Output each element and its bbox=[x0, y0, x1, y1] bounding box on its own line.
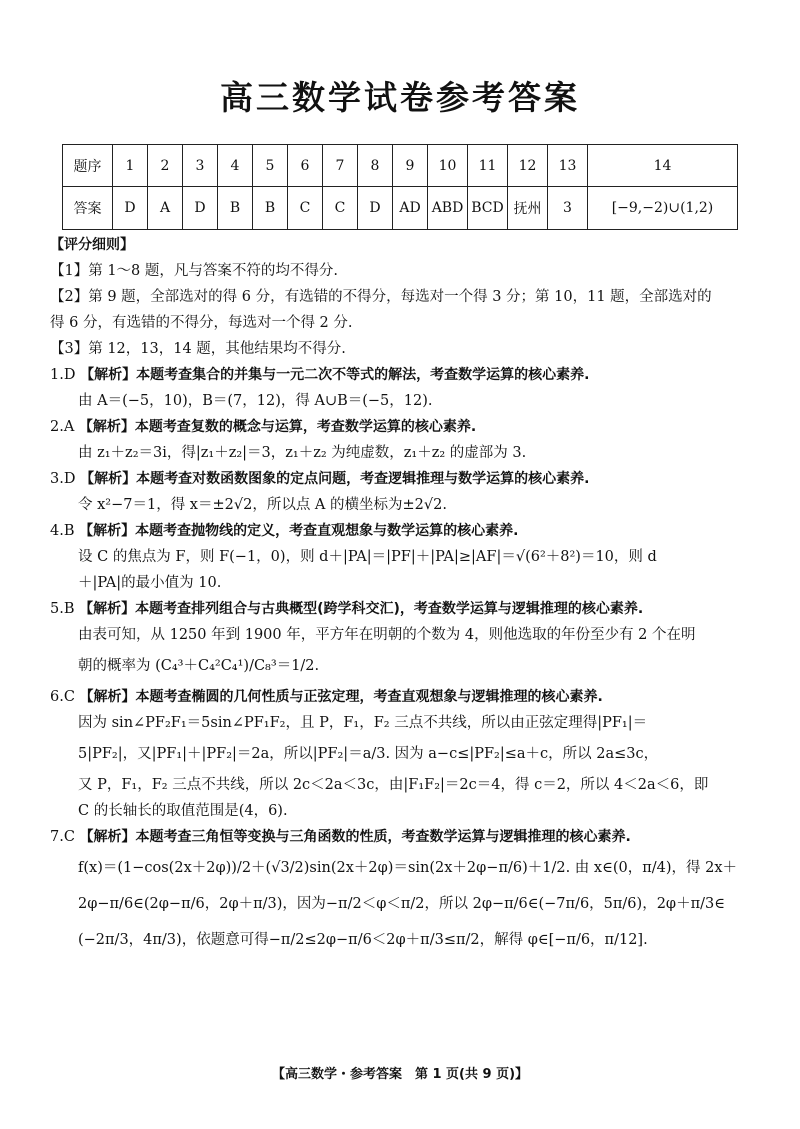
solution-line: ＋|PA|的最小值为 10. bbox=[78, 575, 222, 591]
row-label-number: 题序 bbox=[63, 145, 113, 187]
solution-number: 6.C bbox=[50, 689, 75, 705]
solution-line: 令 x²−7＝1，得 x＝±2√2，所以点 A 的横坐标为±2√2. bbox=[78, 497, 447, 513]
solution-analysis: 【解析】本题考查排列组合与古典概型(跨学科交汇)，考查数学运算与逻辑推理的核心素养. bbox=[79, 601, 644, 617]
solution-line: 又 P，F₁，F₂ 三点不共线，所以 2c＜2a＜3c，由|F₁F₂|＝2c＝4，得 c＝2，所以 4＜2a＜6，即 bbox=[78, 777, 709, 793]
solution-line: 由 z₁＋z₂＝3i，得|z₁＋z₂|＝3，z₁＋z₂ 为纯虚数，z₁＋z₂ 的虚部为 3. bbox=[78, 445, 527, 461]
grading-rule: 得 6 分，有选错的不得分，每选对一个得 2 分. bbox=[50, 315, 353, 331]
table-cell: [−9,−2)∪(1,2) bbox=[588, 187, 738, 230]
solution-line: 朝的概率为 (C₄³＋C₄²C₄¹)/C₈³＝1/2. bbox=[78, 658, 320, 674]
solution-heading bbox=[50, 414, 744, 440]
grading-header: 【评分细则】 bbox=[50, 237, 134, 253]
table-cell: 1 bbox=[113, 145, 148, 187]
table-cell: 11 bbox=[468, 145, 508, 187]
solution-line: 因为 sin∠PF₂F₁＝5sin∠PF₁F₂，且 P，F₁，F₂ 三点不共线，所以由正弦定理得|PF₁|＝ bbox=[78, 715, 648, 731]
table-cell: 5 bbox=[253, 145, 288, 187]
solution-line: 5|PF₂|，又|PF₁|＋|PF₂|＝2a，所以|PF₂|＝a/3. 因为 a−c≤|PF₂|≤a＋c，所以 2a≤3c， bbox=[78, 746, 659, 762]
table-cell: B bbox=[218, 187, 253, 230]
solution-number: 3.D bbox=[50, 471, 76, 487]
solution-heading bbox=[50, 824, 744, 850]
solution-line: f(x)＝(1−cos(2x＋2φ))/2＋(√3/2)sin(2x＋2φ)＝sin(2x＋2φ−π/6)＋1/2. 由 x∈(0，π/4)，得 2x＋ bbox=[78, 860, 738, 876]
solution-number: 1.D bbox=[50, 367, 76, 383]
table-cell: 3 bbox=[548, 187, 588, 230]
table-cell: 12 bbox=[508, 145, 548, 187]
solution-analysis: 【解析】本题考查椭圆的几何性质与正弦定理，考查直观想象与逻辑推理的核心素养. bbox=[79, 689, 603, 705]
solution-line: 由 A＝(−5，10)，B＝(7，12)，得 A∪B＝(−5，12). bbox=[78, 393, 433, 409]
table-cell: 10 bbox=[428, 145, 468, 187]
table-cell: 8 bbox=[358, 145, 393, 187]
answer-row bbox=[63, 187, 738, 230]
table-cell: C bbox=[323, 187, 358, 230]
table-cell: B bbox=[253, 187, 288, 230]
table-cell: ABD bbox=[428, 187, 468, 230]
grading-rule: 【3】第 12，13，14 题，其他结果均不得分. bbox=[50, 341, 346, 357]
table-cell: 13 bbox=[548, 145, 588, 187]
solution-number: 7.C bbox=[50, 829, 75, 845]
grading-rule: 【2】第 9 题，全部选对的得 6 分，有选错的不得分，每选对一个得 3 分；第 10，11 题，全部选对的 bbox=[50, 289, 712, 305]
table-cell: 2 bbox=[148, 145, 183, 187]
solution-analysis: 【解析】本题考查复数的概念与运算，考查数学运算的核心素养. bbox=[78, 419, 477, 435]
solution-heading bbox=[50, 596, 744, 622]
solution-analysis: 【解析】本题考查三角恒等变换与三角函数的性质，考查数学运算与逻辑推理的核心素养. bbox=[79, 829, 631, 845]
page-title: 高三数学试卷参考答案 bbox=[220, 78, 580, 117]
solution-line: (−2π/3，4π/3)，依题意可得−π/2≤2φ−π/6＜2φ＋π/3≤π/2，解得 φ∈[−π/6，π/12]. bbox=[78, 932, 648, 948]
solution-number: 4.B bbox=[50, 523, 75, 539]
table-cell: AD bbox=[393, 187, 428, 230]
solution-heading bbox=[50, 518, 744, 544]
table-cell: A bbox=[148, 187, 183, 230]
answer-table bbox=[62, 144, 738, 230]
page-footer: 【高三数学・参考答案 第 1 页(共 9 页)】 bbox=[271, 1067, 529, 1082]
table-cell: 14 bbox=[588, 145, 738, 187]
table-cell: 抚州 bbox=[508, 187, 548, 230]
table-cell: BCD bbox=[468, 187, 508, 230]
table-cell: 6 bbox=[288, 145, 323, 187]
table-cell: D bbox=[113, 187, 148, 230]
solution-line: 2φ−π/6∈(2φ−π/6，2φ＋π/3)，因为−π/2＜φ＜π/2，所以 2φ−π/6∈(−7π/6，5π/6)，2φ＋π/3∈ bbox=[78, 896, 725, 912]
solution-analysis: 【解析】本题考查集合的并集与一元二次不等式的解法，考查数学运算的核心素养. bbox=[80, 367, 590, 383]
table-cell: 9 bbox=[393, 145, 428, 187]
solution-number: 2.A bbox=[50, 419, 75, 435]
question-number-row bbox=[63, 145, 738, 187]
table-cell: D bbox=[358, 187, 393, 230]
solution-line: C 的长轴长的取值范围是(4，6). bbox=[78, 803, 288, 819]
row-label-answer: 答案 bbox=[63, 187, 113, 230]
table-cell: C bbox=[288, 187, 323, 230]
document-body bbox=[50, 232, 744, 958]
solution-number: 5.B bbox=[50, 601, 75, 617]
solution-analysis: 【解析】本题考查抛物线的定义，考查直观想象与数学运算的核心素养. bbox=[79, 523, 519, 539]
solution-line: 由表可知，从 1250 年到 1900 年，平方年在明朝的个数为 4，则他选取的年份至少有 2 个在明 bbox=[78, 627, 696, 643]
solution-analysis: 【解析】本题考查对数函数图象的定点问题，考查逻辑推理与数学运算的核心素养. bbox=[80, 471, 590, 487]
table-cell: 7 bbox=[323, 145, 358, 187]
solution-line: 设 C 的焦点为 F，则 F(−1，0)，则 d＋|PA|＝|PF|＋|PA|≥|AF|＝√(6²＋8²)＝10，则 d bbox=[78, 549, 657, 565]
solution-heading bbox=[50, 684, 744, 710]
table-cell: 4 bbox=[218, 145, 253, 187]
table-cell: 3 bbox=[183, 145, 218, 187]
table-cell: D bbox=[183, 187, 218, 230]
grading-rule: 【1】第 1～8 题，凡与答案不符的均不得分. bbox=[50, 263, 339, 279]
solution-heading bbox=[50, 362, 744, 388]
solution-heading bbox=[50, 466, 744, 492]
